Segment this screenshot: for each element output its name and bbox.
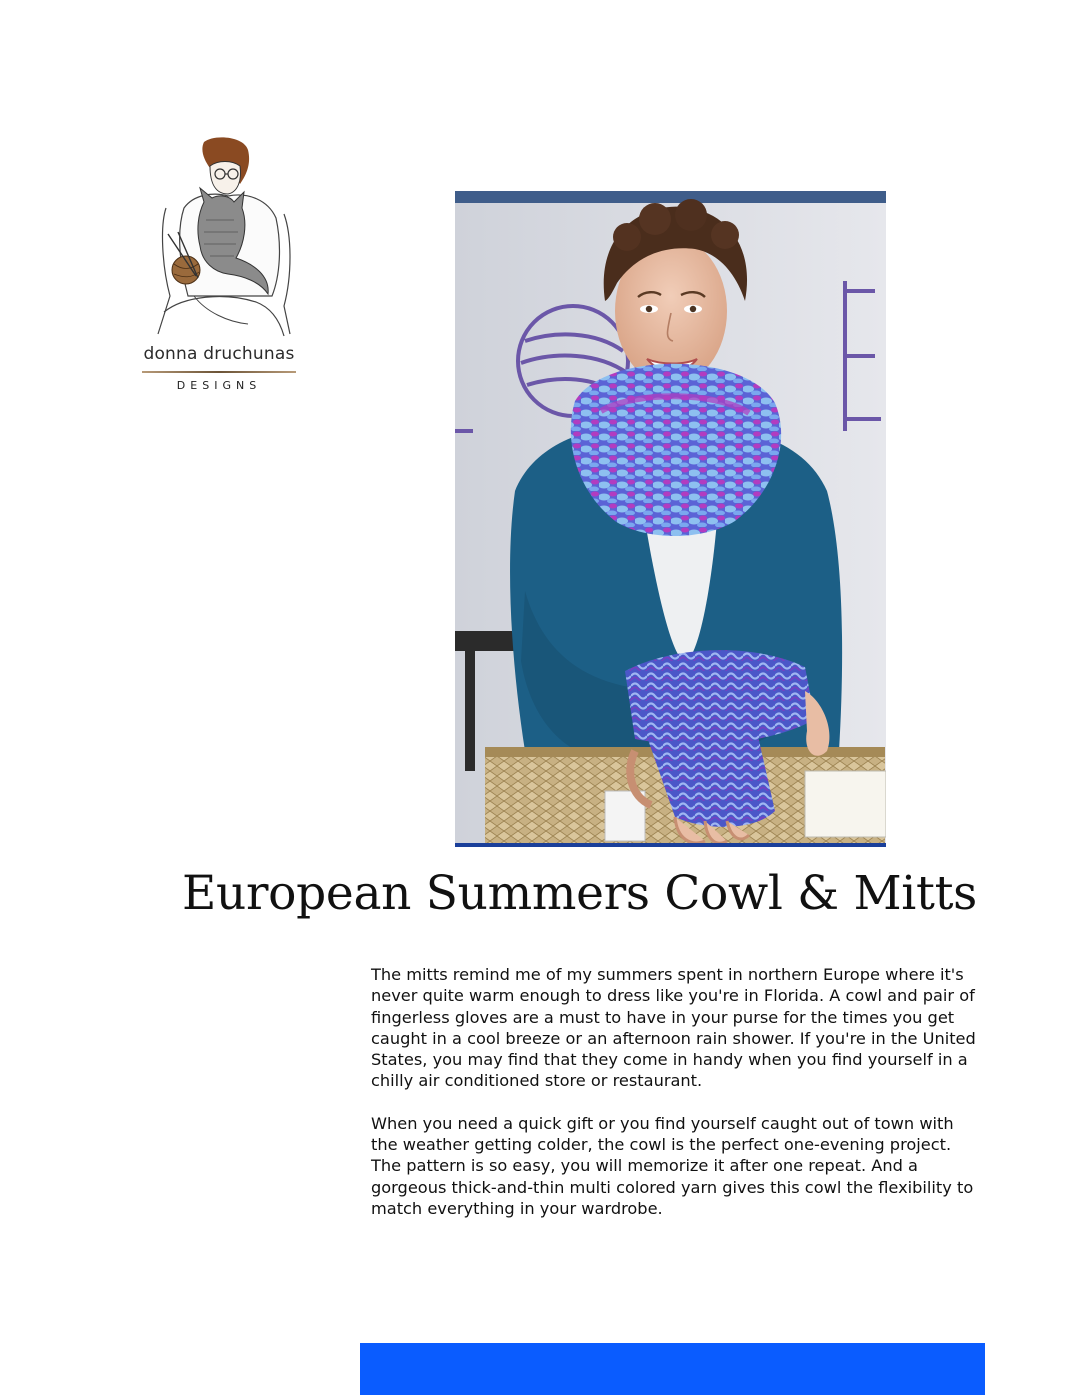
logo-name: donna druchunas xyxy=(143,344,295,364)
woman-wearing-cowl-and-mitts-photo xyxy=(455,191,886,847)
knitter-with-cat-icon xyxy=(144,136,294,341)
footer-color-bar xyxy=(360,1343,985,1395)
pattern-photo xyxy=(455,191,886,847)
brand-logo xyxy=(138,136,300,398)
description-paragraph: The mitts remind me of my summers spent in northern Europe where it's never quite warm enough to dress like you're in Florida. A cowl and pair of fingerless gloves are a must to have in your purse for the times you get caught in a cool breeze or an afternoon rain shower. If you're in the United States, you may find that they come in handy when you find yourself in a chilly air conditioned store or restaurant. xyxy=(371,965,976,1091)
pattern-title: European Summers Cowl & Mitts xyxy=(182,866,978,921)
description-paragraph: When you need a quick gift or you find yourself caught out of town with the weather getting colder, the cowl is the perfect one-evening project. The pattern is so easy, you will memorize it after one repeat. And a gorgeous thick-and-thin multi colored yarn gives this cowl the flexibility to match everything in your wardrobe. xyxy=(371,1113,974,1218)
logo-divider xyxy=(142,371,296,373)
pattern-description xyxy=(371,964,983,1240)
logo-subtitle: DESIGNS xyxy=(176,379,262,392)
